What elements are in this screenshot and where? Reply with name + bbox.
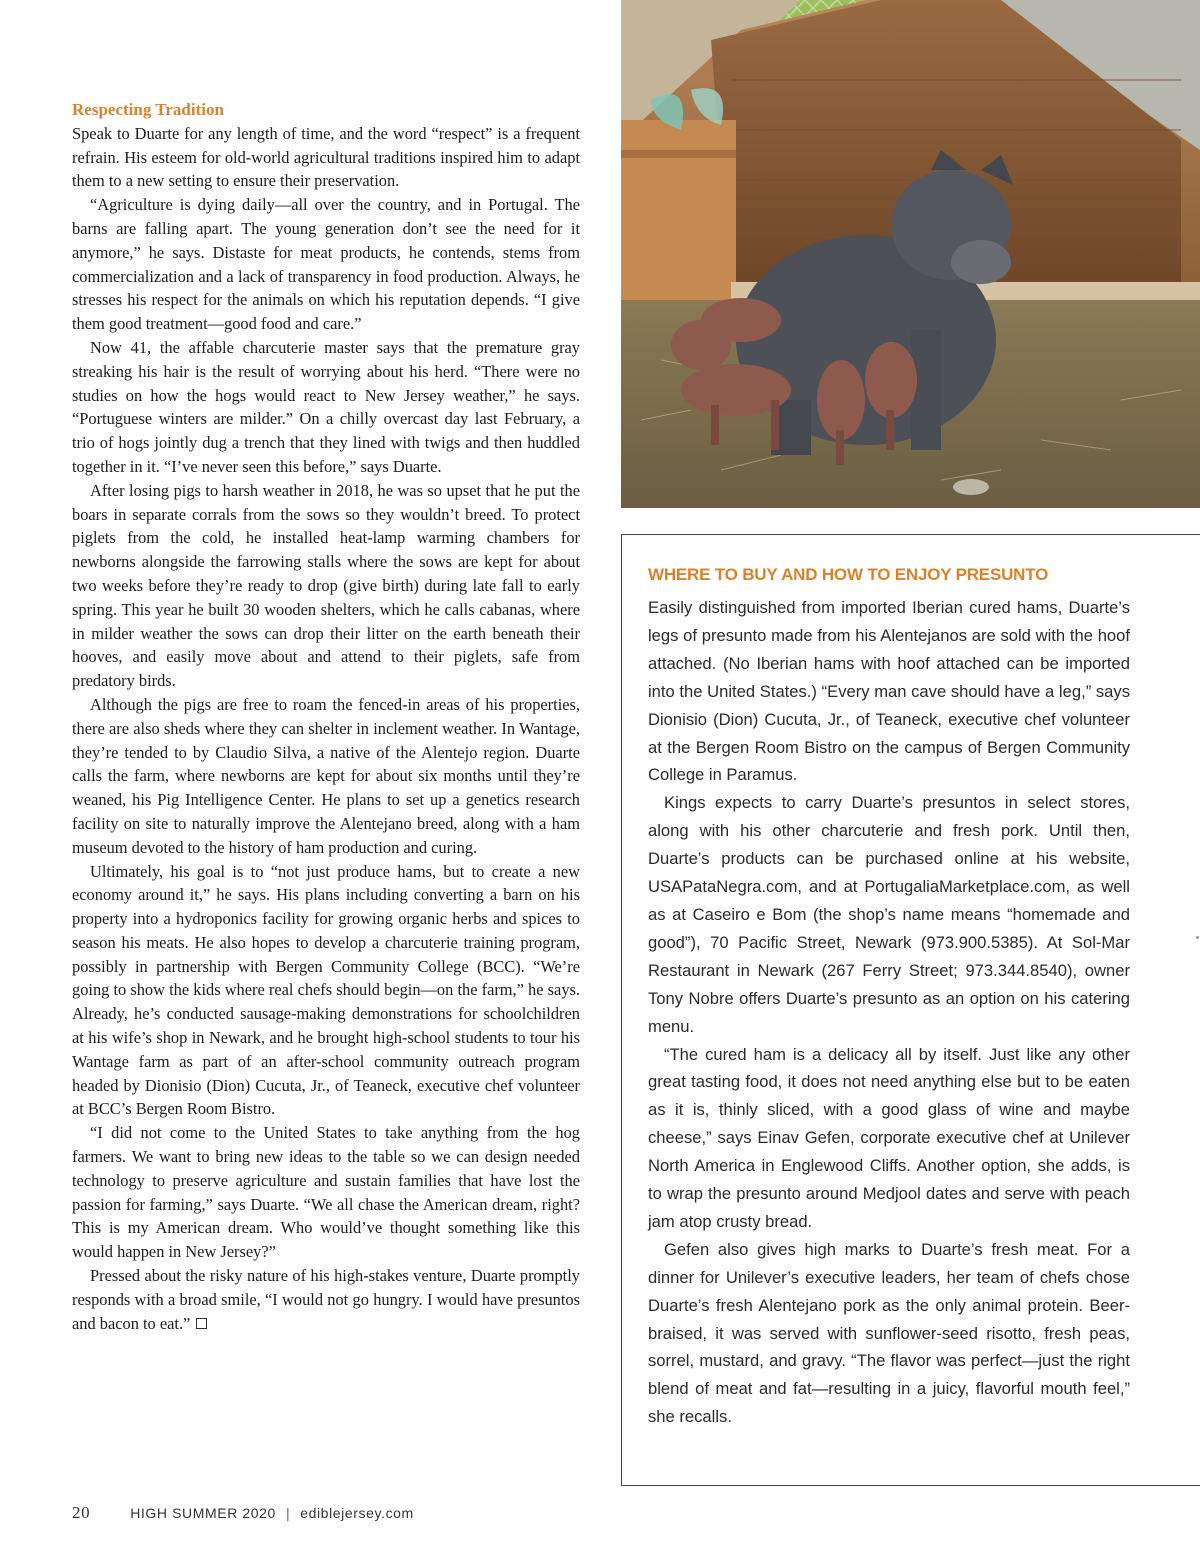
article-paragraph: Speak to Duarte for any length of time, and the word “respect” is a frequent refrain. His esteem for old-world agricultural traditions inspired him to adapt them to a new setting to ensure their preservation. <box>72 123 580 191</box>
footer-separator: | <box>285 1505 291 1521</box>
sidebar-box <box>621 534 1200 1486</box>
issue-label: HIGH SUMMER 2020 <box>130 1505 276 1521</box>
article-paragraph: Ultimately, his goal is to “not just produce hams, but to create a new economy around it,” he says. His plans including converting a barn on his property into a hydroponics facility for growing organic herbs and spices to season his meats. He also hopes to develop a charcuterie training program, possibly in partnership with Bergen Community College (BCC). “We’re going to show the kids where real chefs should begin—on the farm,” he says. Already, he’s conducted sausage-making demonstrations for schoolchildren at his wife’s shop in Newark, and he brought high-school students to tour his Wantage farm as part of an after-school community outreach program headed by Dionisio (Dion) Cucuta, Jr., of Teaneck, executive chef volunteer at BCC’s Bergen Room Bistro. <box>72 861 580 1119</box>
end-mark-icon <box>196 1318 207 1329</box>
website-label: ediblejersey.com <box>300 1505 414 1521</box>
page-footer <box>72 1503 414 1523</box>
sow-and-piglets-photo <box>621 0 1200 508</box>
sidebar-paragraph: “The cured ham is a delicacy all by itself. Just like any other great tasting food, it does not need anything else but to be eaten as it is, thinly sliced, with a good glass of wine and maybe cheese,” says Einav Gefen, corporate executive chef at Unilever North America in Englewood Cliffs. Another option, she adds, is to wrap the presunto around Medjool dates and serve with peach jam atop crusty bread. <box>648 1044 1130 1231</box>
section-heading: Respecting Tradition <box>72 100 224 119</box>
sidebar-paragraph: Kings expects to carry Duarte’s presuntos in select stores, along with his other charcuterie and fresh pork. Until then, Duarte’s products can be purchased online at his website, USAPataNegra.com, and at PortugaliaMarketplace.com, as well as at Caseiro e Bom (the shop’s name means “homemade and good”), 70 Pacific Street, Newark (973.900.5385). At Sol-Mar Restaurant in Newark (267 Ferry Street; 973.344.8540), owner Tony Nobre offers Duarte’s presunto as an option on his catering menu. <box>648 793 1130 1036</box>
article-paragraph: “I did not come to the United States to take anything from the hog farmers. We want to bring new ideas to the table so we can design needed technology to preserve agriculture and sustain families that have lost the passion for farming,” says Duarte. “We all chase the American dream, right? This is my American dream. Who would’ve thought something like this would happen in New Jersey?” <box>72 1123 580 1262</box>
photo-illustration <box>621 0 1200 508</box>
article-paragraph: Now 41, the affable charcuterie master says that the premature gray streaking his hair is the result of worrying about his herd. “There were no studies on how the hogs would react to New Jersey weather,” he says. “Portuguese winters are milder.” On a chilly overcast day last February, a trio of hogs jointly dug a trench that they lined with twigs and then huddled together in it. “I’ve never seen this before,” says Duarte. <box>72 337 580 476</box>
sidebar-title: WHERE TO BUY AND HOW TO ENJOY PRESUNTO <box>648 565 1049 584</box>
article-column <box>72 98 580 1335</box>
article-paragraph-last <box>72 1264 580 1335</box>
article-paragraph: Although the pigs are free to roam the fenced-in areas of his properties, there are also sheds where they can shelter in inclement weather. In Wantage, they’re tended to by Claudio Silva, a native of the Alentejo region. Duarte calls the farm, where newborns are kept for about six months until they’re weaned, his Pig Intelligence Center. He plans to set up a genetics research facility on site to naturally improve the Alentejano breed, along with a ham museum devoted to the history of ham production and curing. <box>72 694 580 857</box>
article-paragraph: After losing pigs to harsh weather in 2018, he was so upset that he put the boars in separate corrals from the sows so they wouldn’t breed. To protect piglets from the cold, he installed heat-lamp warming chambers for newborns alongside the farrowing stalls where the sows are kept for about two weeks before they’re ready to drop (give birth) during late fall to early spring. This year he built 30 wooden shelters, which he calls cabanas, where in milder weather the sows can drop their litter on the earth beneath their hooves, and easily move about and attend to their piglets, safe from predatory birds. <box>72 480 580 691</box>
article-paragraph-text: Pressed about the risky nature of his high-stakes venture, Duarte promptly responds with a broad smile, “I would not go hungry. I would have presuntos and bacon to eat.” <box>72 1266 580 1333</box>
sidebar-paragraph: Easily distinguished from imported Iberian cured hams, Duarte’s legs of presunto made from his Alentejanos are sold with the hoof attached. (No Iberian hams with hoof attached can be imported into the United States.) “Every man cave should have a leg,” says Dionisio (Dion) Cucuta, Jr., of Teaneck, executive chef volunteer at the Bergen Room Bistro on the campus of Bergen Community College in Paramus. <box>648 598 1130 785</box>
page-number: 20 <box>72 1503 91 1522</box>
sidebar-paragraph: Gefen also gives high marks to Duarte’s fresh meat. For a dinner for Unilever’s executive leaders, her team of chefs chose Duarte’s fresh Alentejano pork as the only animal protein. Beer-braised, it was served with sunflower-seed risotto, fresh peas, sorrel, mustard, and gravy. “The flavor was perfect—just the right blend of meat and fat—resulting in a juicy, flavorful mouth feel,” she recalls. <box>648 1239 1130 1427</box>
sidebar-content <box>648 561 1130 1431</box>
margin-dot <box>1196 936 1199 939</box>
article-paragraph: “Agriculture is dying daily—all over the country, and in Portugal. The barns are falling apart. The young generation don’t see the need for it anymore,” he says. Distaste for meat products, he contends, stems from commercialization and a lack of transparency in food production. Always, he stresses his respect for the animals on which his reputation depends. “I give them good treatment—good food and care.” <box>72 195 580 334</box>
